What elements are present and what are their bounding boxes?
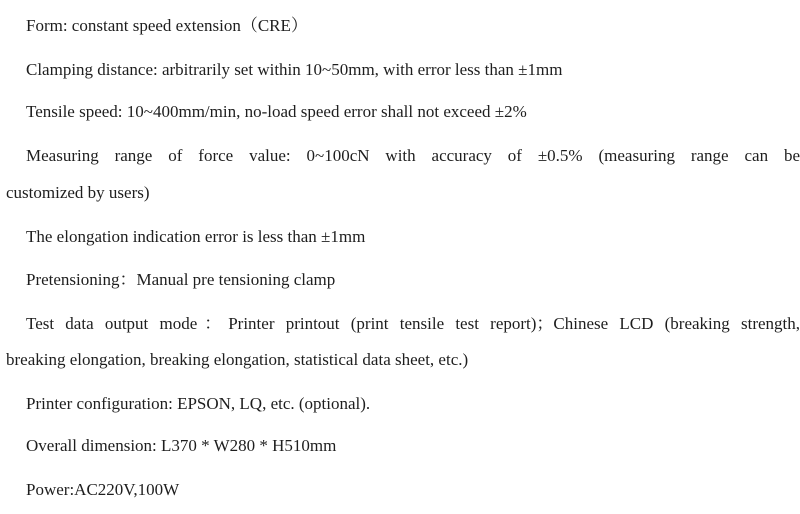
spec-pretensioning: Pretensioning：Manual pre tensioning clamp [26,270,336,289]
spec-force-range-line2: customized by users) [6,183,150,202]
spec-output-mode-line1: Test data output mode：Printer printout (print tensile test report)；Chinese LCD (breaking strength, [26,314,800,333]
spec-printer-config: Printer configuration: EPSON, LQ, etc. (optional). [26,394,371,413]
spec-output-mode-line2: breaking elongation, breaking elongation, statistical data sheet, etc.) [6,350,469,369]
spec-overall-dimension: Overall dimension: L370 * W280 * H510mm [26,436,337,455]
spec-force-range-line1: Measuring range of force value: 0~100cN with accuracy of ±0.5% (measuring range can be [26,146,800,165]
spec-power: Power:AC220V,100W [26,480,180,499]
spec-tensile-speed: Tensile speed: 10~400mm/min, no-load speed error shall not exceed ±2% [26,102,527,121]
spec-elongation-error: The elongation indication error is less than ±1mm [26,227,366,246]
spec-clamping-distance: Clamping distance: arbitrarily set within 10~50mm, with error less than ±1mm [26,60,563,79]
spec-form: Form: constant speed extension（CRE） [26,16,308,35]
